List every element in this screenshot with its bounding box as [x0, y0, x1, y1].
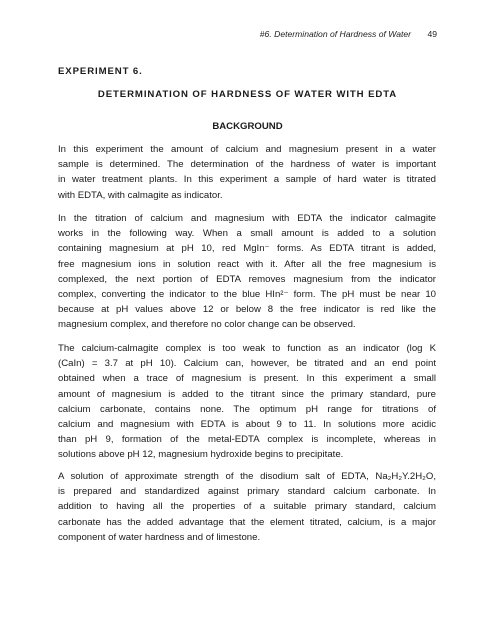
paragraph-line: solutions above pH 12, magnesium hydroxide begins to precipitate.	[58, 449, 344, 461]
paragraph-line: A solution of approximate strength of the disodium salt of EDTA, Na₂H₂Y.2H₂O,	[58, 471, 436, 482]
paragraph-line: magnesium complex, and therefore no color change can be observed.	[58, 319, 356, 331]
paragraph-line: than pH 9, formation of the metal-EDTA complex is incomplete, whereas in	[58, 434, 436, 446]
paragraph-line: calcium carbonate, contains none. The optimum pH range for titrations of	[58, 403, 436, 415]
paragraph-line: free magnesium ions in solution react with it. After all the free magnesium is	[58, 258, 436, 270]
paragraph-line: because at pH values above 12 or below 8 the free indicator is red like the	[58, 304, 436, 316]
paragraph-line: carbonate has the added advantage that the element titrated, calcium, is a major	[58, 516, 436, 528]
running-title: #6. Determination of Hardness of Water	[259, 29, 412, 39]
paragraph-line: addition to having all the properties of a suitable primary standard, calcium	[58, 501, 436, 513]
paragraph-line: containing magnesium at pH 10, red MgIn⁻ forms. As EDTA titrant is added,	[58, 243, 436, 255]
paragraph-line: component of water hardness and of limestone.	[58, 531, 261, 543]
paragraph-line: is prepared and standardized against primary standard calcium carbonate. In	[58, 486, 436, 498]
paragraph-line: works in the following way. When a small amount is added to a solution	[58, 228, 436, 240]
page-number: 49	[427, 29, 437, 39]
paragraph-line: In this experiment the amount of calcium and magnesium present in a water	[58, 144, 436, 155]
paragraph-line: calcium and magnesium with EDTA is about 9 to 11. In solutions more acidic	[58, 418, 436, 430]
running-header	[260, 29, 437, 39]
paragraph-line: obtained when a trace of magnesium is present. In this experiment a small	[58, 373, 436, 385]
paragraph-4	[58, 469, 436, 545]
paragraph-line: with EDTA, with calmagite as indicator.	[58, 189, 223, 201]
paragraph-line: sample is determined. The determination of the hardness of water is important	[58, 159, 436, 171]
paragraph-line: complex, converting the indicator to the blue HIn²⁻ form. The pH must be near 10	[58, 288, 436, 300]
paragraph-3	[58, 341, 436, 463]
experiment-title: DETERMINATION OF HARDNESS OF WATER WITH EDTA	[97, 89, 398, 100]
paragraph-line: In the titration of calcium and magnesium with EDTA the indicator calmagite	[58, 213, 436, 224]
paragraph-line: amount of magnesium is added to the titrant since the primary standard, pure	[58, 388, 436, 400]
section-title-background: BACKGROUND	[212, 121, 283, 132]
paragraph-line: in water treatment plants. In this experiment a sample of hard water is titrated	[58, 174, 436, 186]
paragraph-line: (CaIn) = 3.7 at pH 10). Calcium can, however, be titrated and an end point	[58, 358, 436, 370]
paragraph-2	[58, 211, 436, 333]
experiment-label: EXPERIMENT 6.	[58, 66, 143, 77]
paragraph-1	[58, 142, 436, 203]
paragraph-line: complexed, the next portion of EDTA removes magnesium from the indicator	[58, 273, 436, 285]
paragraph-line: The calcium-calmagite complex is too weak to function as an indicator (log K	[58, 343, 436, 354]
